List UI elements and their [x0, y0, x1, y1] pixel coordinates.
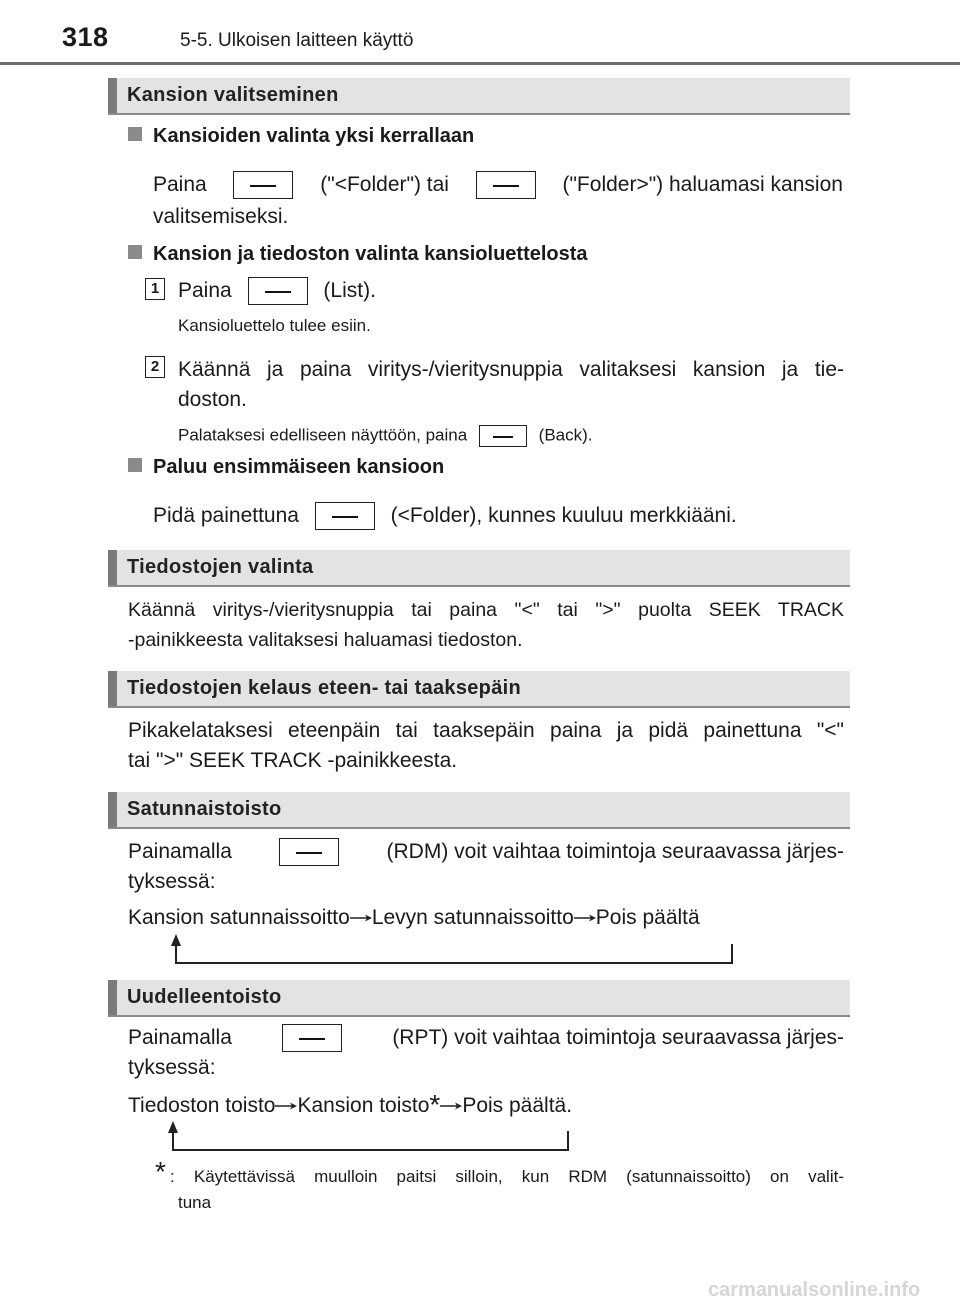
text: tyksessä:: [128, 1056, 216, 1079]
step-2-text: [178, 355, 844, 415]
section-marker: [108, 792, 117, 827]
text: Kansion satunnaissoitto: [128, 906, 350, 929]
footnote-asterisk: *: [155, 1156, 166, 1187]
text: (RPT) voit vaihtaa toimintoja seuraavassa järjes-: [392, 1026, 844, 1049]
text: Pois päältä: [595, 906, 700, 929]
section-marker: [108, 980, 117, 1015]
text: (Back).: [538, 425, 593, 445]
text: Kansion toisto: [297, 1094, 430, 1117]
text: (<Folder), kunnes kuuluu merkkiääni.: [390, 504, 737, 527]
asterisk-mark: *: [429, 1089, 441, 1120]
paragraph-random: [128, 837, 844, 897]
text: Levyn satunnaissoitto: [371, 906, 574, 929]
text: ("<Folder") tai: [320, 173, 449, 196]
loop-line: [175, 944, 733, 964]
step-number-2: 2: [145, 356, 165, 378]
text: tai ">" SEEK TRACK -painikkeesta.: [128, 749, 458, 772]
paragraph-repeat: [128, 1023, 844, 1083]
arrow-right-icon: [350, 913, 372, 923]
folder-down-button-icon: [315, 502, 375, 530]
section-header-repeat: [108, 980, 850, 1017]
section-title: Tiedostojen kelaus eteen- tai taaksepäin: [127, 677, 521, 699]
rdm-button-icon: [279, 838, 339, 866]
section-header-folder-select: [108, 78, 850, 115]
paragraph-fast-forward: [128, 716, 844, 776]
section-title: Kansion valitseminen: [127, 84, 339, 106]
section-header-random: [108, 792, 850, 829]
text: -painikkeesta valitaksesi haluamasi tiedoston.: [128, 629, 523, 651]
back-button-icon: [479, 425, 527, 447]
subheading-first-folder: [128, 456, 444, 479]
text: ("Folder>") haluamasi kansion: [562, 173, 843, 196]
section-title: Tiedostojen valinta: [127, 556, 314, 578]
text: Käännä ja paina viritys-/vieritysnuppia valitaksesi kansion ja tie-: [178, 358, 844, 381]
text: : Käytettävissä muulloin paitsi silloin, kun RDM (satunnaissoitto) on valit-: [170, 1167, 844, 1186]
section-marker: [108, 550, 117, 585]
step-2-note: [178, 425, 593, 447]
step-1-text: [178, 276, 376, 306]
text: tuna: [178, 1193, 212, 1212]
sequence-repeat: [128, 1090, 572, 1121]
folder-down-button-icon: [233, 171, 293, 199]
step-1-note: Kansioluettelo tulee esiin.: [178, 316, 371, 335]
paragraph-file-select: [128, 595, 844, 655]
subheading-folder-one-by-one: [128, 125, 474, 148]
section-title: Uudelleentoisto: [127, 986, 282, 1008]
subheading-text: Kansion ja tiedoston valinta kansioluettelosta: [153, 243, 588, 265]
page-number: 318: [62, 22, 109, 52]
header-rule: [0, 62, 960, 65]
section-header-file-select: [108, 550, 850, 587]
text: Palataksesi edelliseen näyttöön, paina: [178, 425, 468, 445]
text: Pois päältä.: [462, 1094, 573, 1117]
text: Tiedoston toisto: [128, 1094, 276, 1117]
square-bullet-icon: [128, 127, 142, 141]
square-bullet-icon: [128, 458, 142, 472]
rpt-button-icon: [282, 1024, 342, 1052]
subheading-text: Paluu ensimmäiseen kansioon: [153, 456, 445, 478]
text: Pikakelataksesi eteenpäin tai taaksepäin paina ja pidä painettuna "<": [128, 719, 844, 742]
footnote-text: [170, 1164, 844, 1216]
text: tyksessä:: [128, 870, 216, 893]
subheading-text: Kansioiden valinta yksi kerrallaan: [153, 125, 475, 147]
arrow-right-icon: [275, 1101, 297, 1111]
folder-up-button-icon: [476, 171, 536, 199]
arrow-right-icon: [574, 913, 596, 923]
text: Käännä viritys-/vieritysnuppia tai paina "<" tai ">" puolta SEEK TRACK: [128, 599, 844, 621]
section-marker: [108, 671, 117, 706]
text: Paina: [178, 279, 232, 302]
square-bullet-icon: [128, 245, 142, 259]
text: Painamalla: [128, 1026, 232, 1049]
paragraph-folder-one-by-one: [153, 170, 843, 232]
section-marker: [108, 78, 117, 113]
text: valitsemiseksi.: [153, 205, 289, 228]
sequence-random: [128, 903, 700, 933]
text: (RDM) voit vaihtaa toimintoja seuraavassa järjes-: [386, 840, 844, 863]
text: doston.: [178, 388, 247, 411]
subheading-folder-list: [128, 243, 588, 266]
text: (List).: [323, 279, 376, 302]
text: Pidä painettuna: [153, 504, 299, 527]
watermark: carmanualsonline.info: [708, 1279, 921, 1301]
paragraph-first-folder: [153, 501, 737, 531]
loop-line: [172, 1131, 569, 1151]
list-button-icon: [248, 277, 308, 305]
step-number-1: 1: [145, 278, 165, 300]
arrow-right-icon: [440, 1101, 462, 1111]
section-title: Satunnaistoisto: [127, 798, 282, 820]
text: Painamalla: [128, 840, 232, 863]
text: Paina: [153, 173, 207, 196]
section-header-fast-forward: [108, 671, 850, 708]
chapter-title: 5-5. Ulkoisen laitteen käyttö: [180, 30, 414, 51]
